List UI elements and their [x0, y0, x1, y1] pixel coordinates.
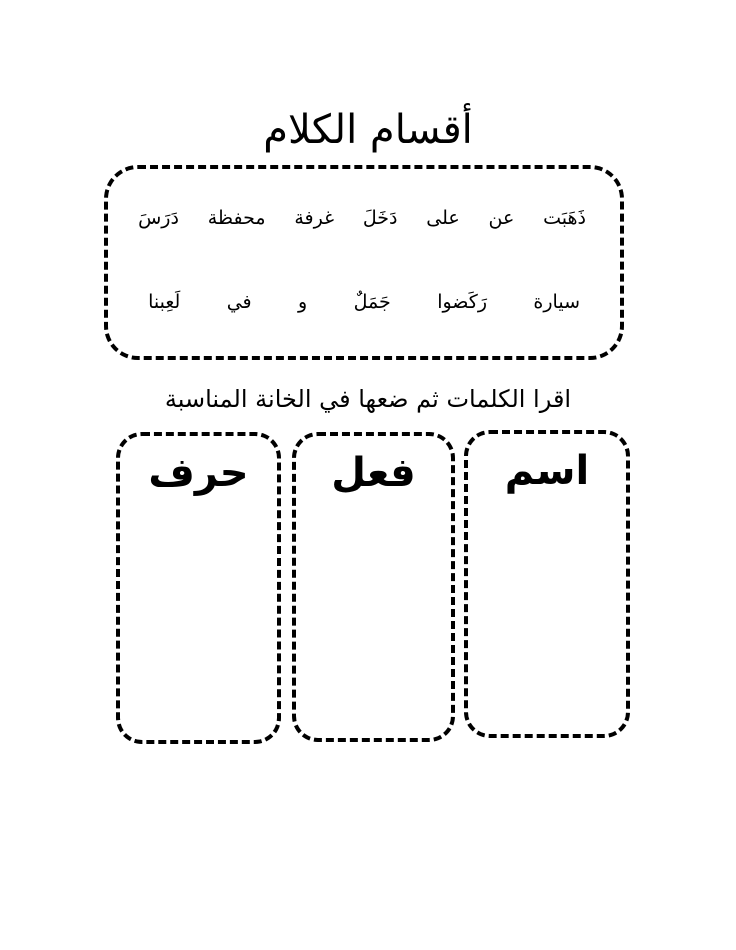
- harf-heading: حرف: [148, 450, 249, 496]
- word-bank-row-1: [138, 207, 586, 229]
- word-item[interactable]: ذَهَبَت: [543, 207, 586, 229]
- word-item[interactable]: رَكَضوا: [437, 291, 487, 313]
- word-item[interactable]: دَرَسَ: [138, 207, 179, 229]
- word-item[interactable]: دَخَلَ: [362, 207, 398, 229]
- word-item[interactable]: و: [298, 291, 308, 313]
- instruction-text: اقرا الكلمات ثم ضعها في الخانة المناسبة: [164, 385, 572, 413]
- word-item[interactable]: سيارة: [533, 291, 580, 313]
- page-title: أقسام الكلام: [263, 107, 473, 153]
- word-item[interactable]: في: [226, 291, 252, 313]
- word-item[interactable]: على: [426, 207, 460, 229]
- word-item[interactable]: جَمَلٌ: [353, 291, 391, 313]
- word-bank-row-2: [148, 291, 580, 313]
- word-item[interactable]: محفظة: [207, 207, 266, 229]
- word-item[interactable]: غرفة: [294, 207, 335, 229]
- word-bank-box: [104, 165, 624, 360]
- fil-drop-zone[interactable]: [292, 432, 455, 742]
- word-item[interactable]: لَعِبنا: [148, 291, 181, 313]
- fil-heading: فعل: [331, 450, 416, 496]
- harf-drop-zone[interactable]: [116, 432, 281, 744]
- word-item[interactable]: عن: [488, 207, 515, 229]
- ism-heading: اسم: [504, 448, 590, 494]
- ism-drop-zone[interactable]: [464, 430, 630, 738]
